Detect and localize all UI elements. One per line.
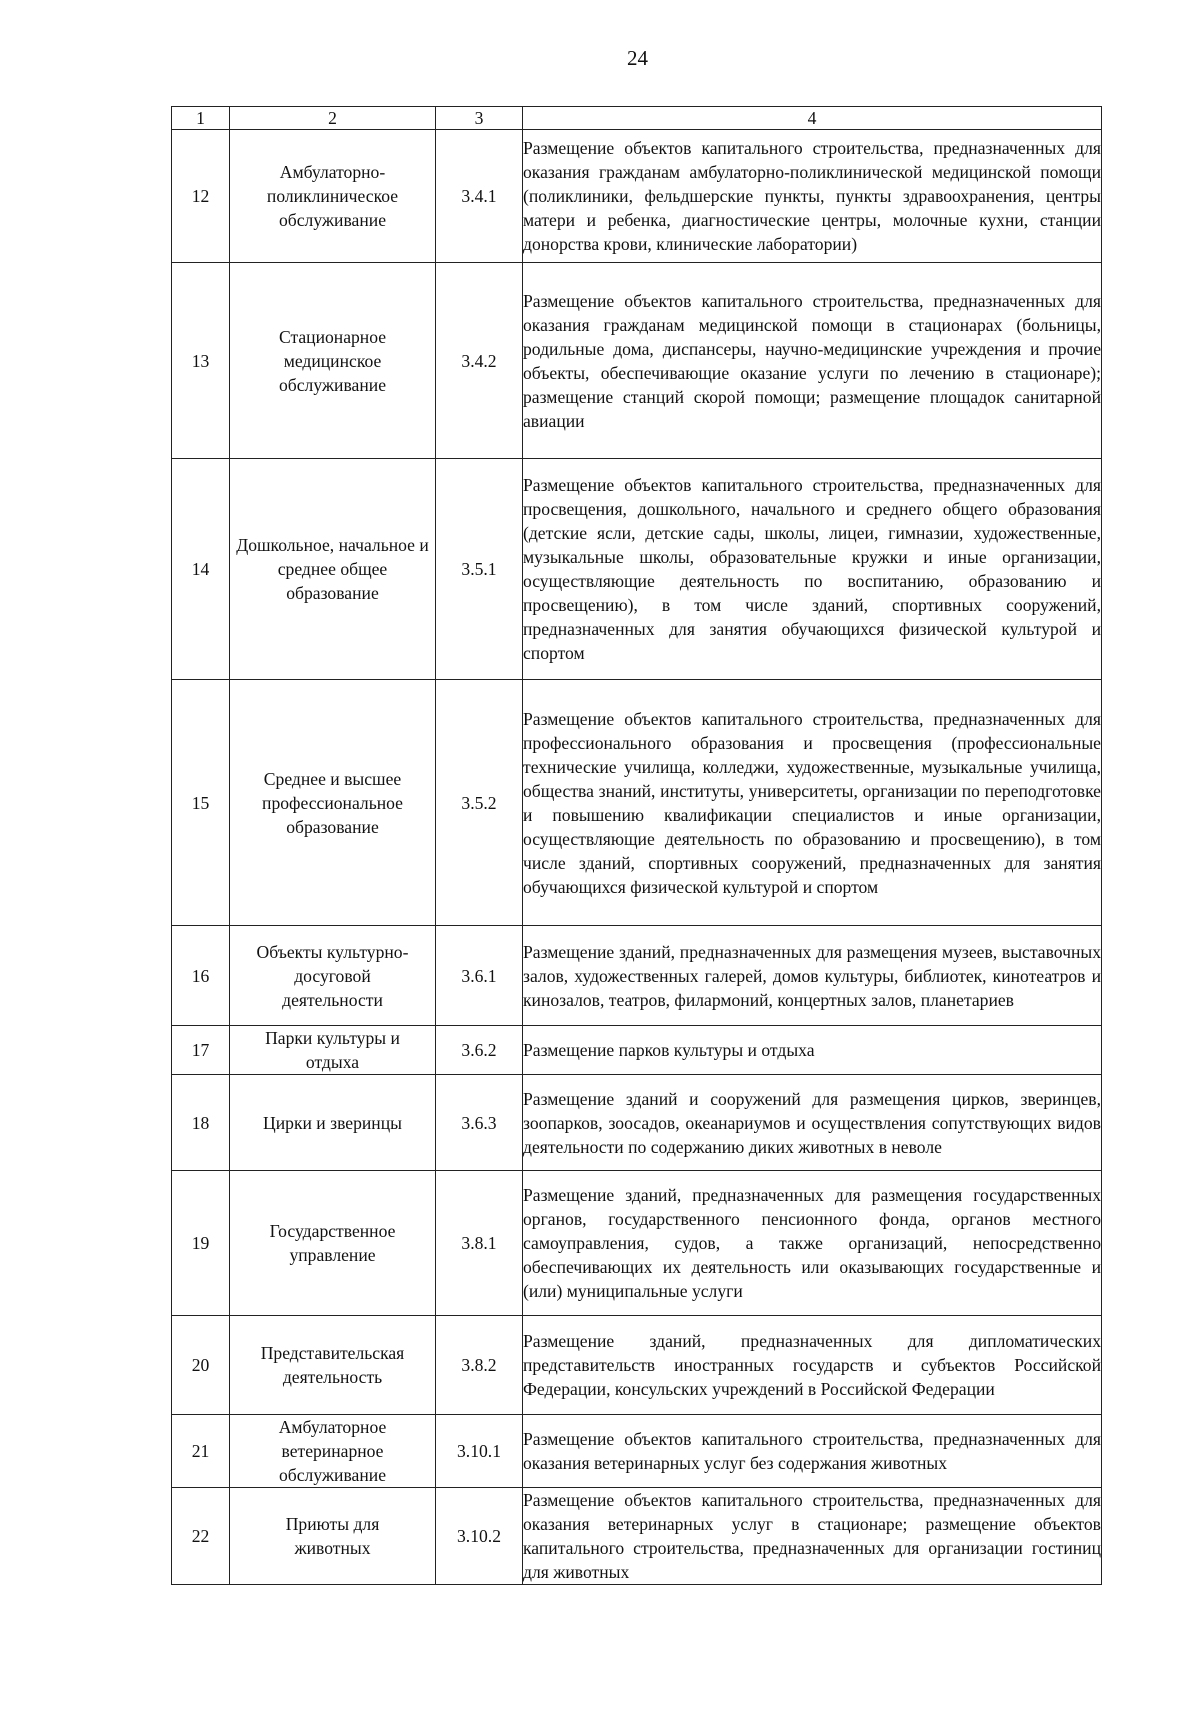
table-row (172, 1075, 1102, 1171)
row-number: 18 (172, 1075, 230, 1171)
table-row (172, 1171, 1102, 1316)
table-row (172, 1316, 1102, 1415)
use-type-name: Приюты для животных (230, 1488, 436, 1585)
table-row (172, 680, 1102, 926)
table-row (172, 130, 1102, 263)
use-type-code: 3.5.1 (436, 459, 523, 680)
header-cell-3: 3 (436, 107, 523, 130)
use-type-description: Размещение объектов капитального строительства, предназначенных для оказания гражданам медицинской помощи в стационарах (больницы, родильные дома, диспансеры, научно-медицинские учреждения и прочие объекты, обеспечивающие оказание услуги по лечению в стационаре); размещение станций скорой помощи; размещение площадок санитарной авиации (523, 263, 1102, 459)
use-type-description: Размещение объектов капитального строительства, предназначенных для просвещения, дошкольного, начального и среднего общего образования (детские ясли, детские сады, школы, лицеи, гимназии, художественные, музыкальные школы, образовательные кружки и иные организации, осуществляющие деятельность по воспитанию, образованию и просвещению), в том числе зданий, спортивных сооружений, предназначенных для занятия обучающихся физической культурой и спортом (523, 459, 1102, 680)
row-number: 21 (172, 1415, 230, 1488)
use-type-code: 3.6.3 (436, 1075, 523, 1171)
use-type-name: Амбулаторно-поликлиническое обслуживание (230, 130, 436, 263)
use-type-name: Стационарное медицинское обслуживание (230, 263, 436, 459)
row-number: 15 (172, 680, 230, 926)
header-cell-4: 4 (523, 107, 1102, 130)
table-row (172, 263, 1102, 459)
row-number: 12 (172, 130, 230, 263)
use-type-name: Среднее и высшее профессиональное образование (230, 680, 436, 926)
use-type-code: 3.8.1 (436, 1171, 523, 1316)
table-row (172, 1026, 1102, 1075)
use-type-name: Дошкольное, начальное и среднее общее образование (230, 459, 436, 680)
use-type-description: Размещение зданий, предназначенных для дипломатических представительств иностранных государств и субъектов Российской Федерации, консульских учреждений в Российской Федерации (523, 1316, 1102, 1415)
use-type-description: Размещение зданий и сооружений для размещения цирков, зверинцев, зоопарков, зоосадов, океанариумов и осуществления сопутствующих видов деятельности по содержанию диких животных в неволе (523, 1075, 1102, 1171)
use-type-description: Размещение зданий, предназначенных для размещения государственных органов, государственного пенсионного фонда, органов местного самоуправления, судов, а также организаций, непосредственно обеспечивающих их деятельность или оказывающих государственные и (или) муниципальные услуги (523, 1171, 1102, 1316)
table-row (172, 1488, 1102, 1585)
row-number: 13 (172, 263, 230, 459)
table-row (172, 926, 1102, 1026)
use-type-code: 3.6.1 (436, 926, 523, 1026)
page-number: 24 (627, 46, 648, 70)
row-number: 20 (172, 1316, 230, 1415)
use-type-name: Государственное управление (230, 1171, 436, 1316)
table-row (172, 459, 1102, 680)
use-type-description: Размещение объектов капитального строительства, предназначенных для оказания ветеринарных услуг в стационаре; размещение объектов капитального строительства, предназначенных для организации гостиниц для животных (523, 1488, 1102, 1585)
land-use-table (171, 106, 1102, 1585)
header-cell-1: 1 (172, 107, 230, 130)
use-type-name: Цирки и зверинцы (230, 1075, 436, 1171)
use-type-code: 3.5.2 (436, 680, 523, 926)
use-type-description: Размещение парков культуры и отдыха (523, 1026, 1102, 1075)
use-type-description: Размещение объектов капитального строительства, предназначенных для оказания ветеринарных услуг без содержания животных (523, 1415, 1102, 1488)
use-type-description: Размещение объектов капитального строительства, предназначенных для оказания гражданам амбулаторно-поликлинической медицинской помощи (поликлиники, фельдшерские пункты, пункты здравоохранения, центры матери и ребенка, диагностические центры, молочные кухни, станции донорства крови, клинические лаборатории) (523, 130, 1102, 263)
row-number: 19 (172, 1171, 230, 1316)
use-type-name: Представительская деятельность (230, 1316, 436, 1415)
table-row (172, 1415, 1102, 1488)
header-cell-2: 2 (230, 107, 436, 130)
use-type-name: Объекты культурно-досуговой деятельности (230, 926, 436, 1026)
use-type-description: Размещение объектов капитального строительства, предназначенных для профессионального образования и просвещения (профессиональные технические училища, колледжи, художественные, музыкальные училища, общества знаний, институты, университеты, организации по переподготовке и повышению квалификации специалистов и иные организации, осуществляющие деятельность по образованию и просвещению), в том числе зданий, спортивных сооружений, предназначенных для занятия обучающихся физической культурой и спортом (523, 680, 1102, 926)
use-type-code: 3.4.1 (436, 130, 523, 263)
use-type-code: 3.10.1 (436, 1415, 523, 1488)
use-type-code: 3.8.2 (436, 1316, 523, 1415)
use-type-name: Парки культуры и отдыха (230, 1026, 436, 1075)
use-type-code: 3.4.2 (436, 263, 523, 459)
use-type-name: Амбулаторное ветеринарное обслуживание (230, 1415, 436, 1488)
row-number: 14 (172, 459, 230, 680)
use-type-code: 3.6.2 (436, 1026, 523, 1075)
table-header-row (172, 107, 1102, 130)
row-number: 17 (172, 1026, 230, 1075)
use-type-code: 3.10.2 (436, 1488, 523, 1585)
row-number: 22 (172, 1488, 230, 1585)
row-number: 16 (172, 926, 230, 1026)
use-type-description: Размещение зданий, предназначенных для размещения музеев, выставочных залов, художественных галерей, домов культуры, библиотек, кинотеатров и кинозалов, театров, филармоний, концертных залов, планетариев (523, 926, 1102, 1026)
